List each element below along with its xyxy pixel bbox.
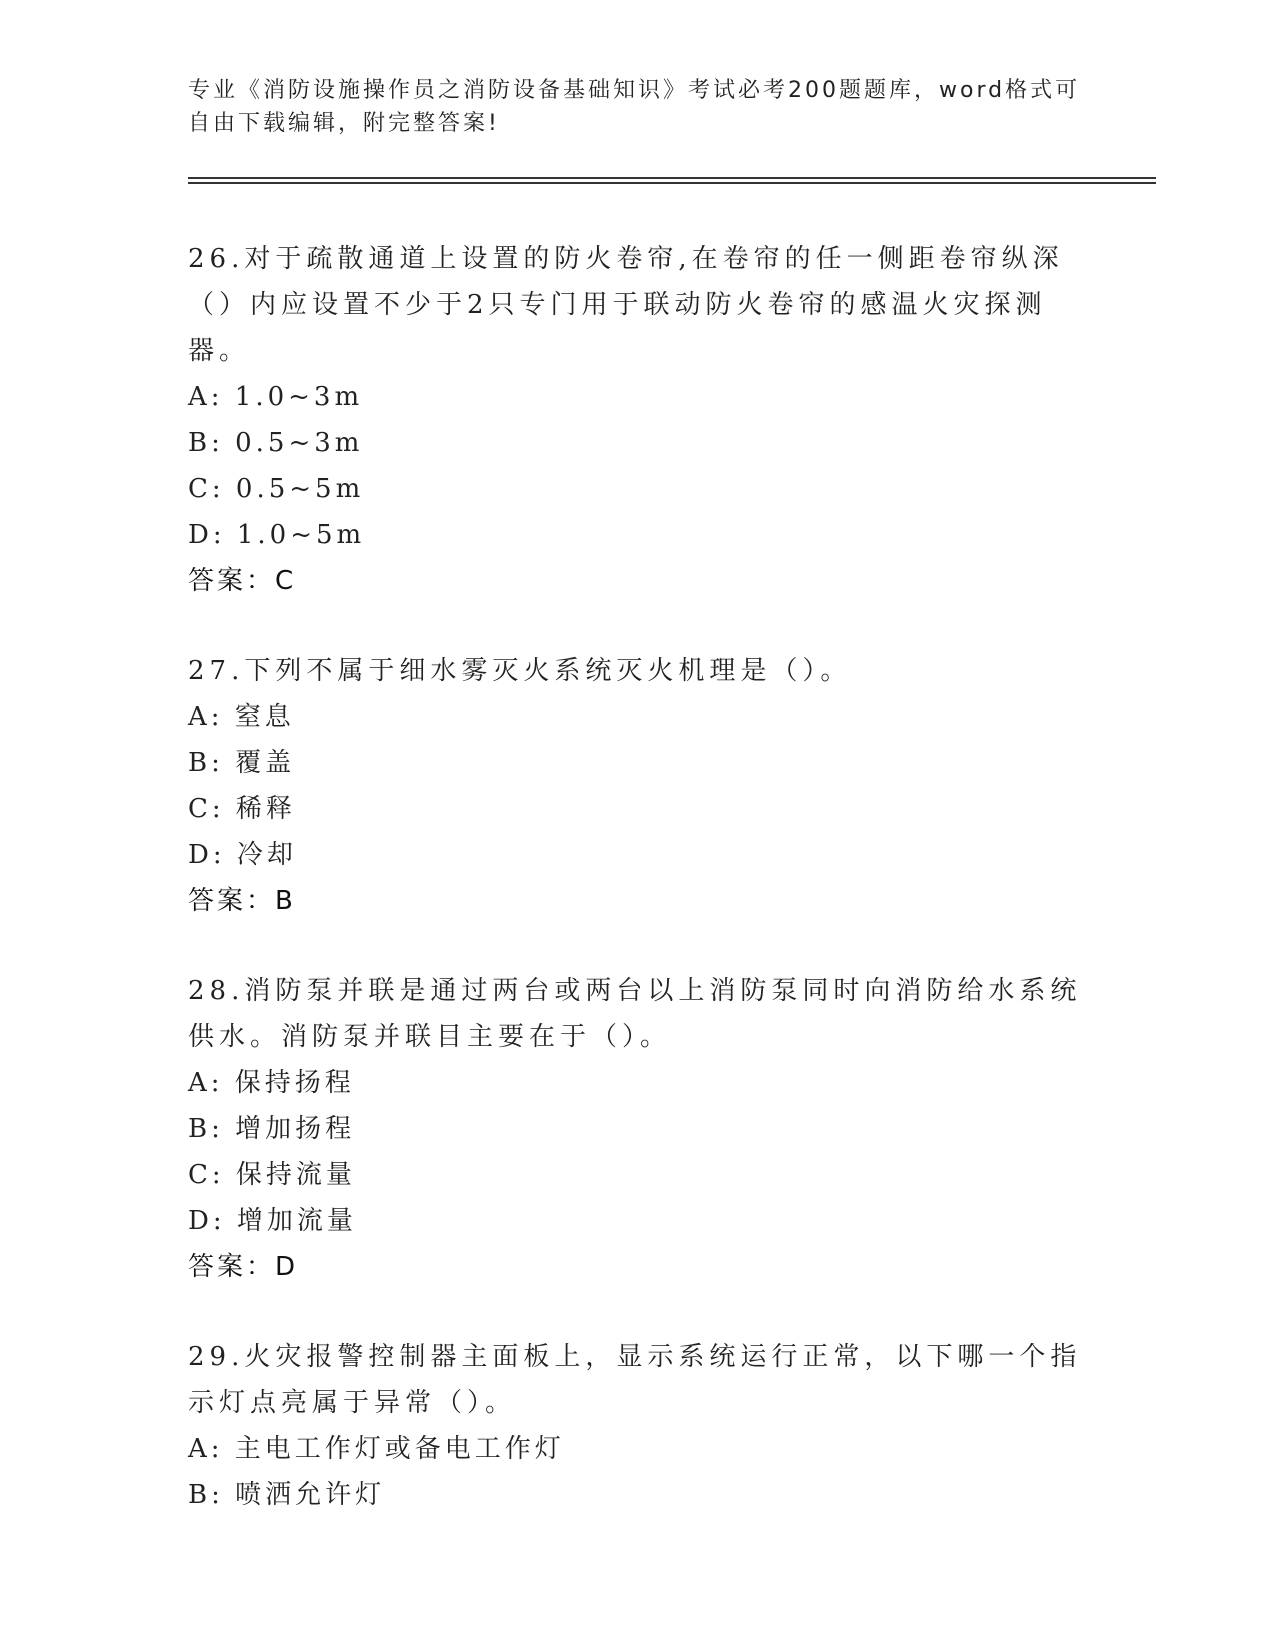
question-text (188, 648, 1088, 694)
option-separator: : (210, 1068, 224, 1098)
option-separator: : (210, 702, 224, 732)
question-number: 28. (188, 976, 245, 1006)
question-number: 27. (188, 656, 245, 686)
option-letter: B (188, 1114, 212, 1144)
question-stem: 火灾报警控制器主面板上，显示系统运行正常，以下哪一个指示灯点亮属于异常（）。 (188, 1342, 1082, 1418)
option-text: 1.0~5m (236, 520, 366, 550)
option-letter: D (188, 840, 213, 870)
answer-line: 答案：B (188, 886, 296, 916)
option-a (188, 694, 1088, 740)
answer-line: 答案：C (188, 566, 297, 596)
option-letter: C (188, 474, 212, 504)
option-letter: D (188, 520, 213, 550)
answer-line: 答案：D (188, 1252, 299, 1282)
question-stem: 消防泵并联是通过两台或两台以上消防泵同时向消防给水系统供水。消防泵并联目主要在于（）。 (188, 976, 1082, 1052)
option-separator: : (211, 428, 224, 458)
option-separator: : (212, 520, 226, 550)
option-separator: : (212, 1206, 226, 1236)
option-text: 1.0~3m (234, 382, 364, 412)
question-block (188, 1334, 1088, 1518)
option-d (188, 512, 1088, 558)
option-d (188, 1198, 1088, 1244)
question-list (188, 236, 1088, 1562)
question-number: 26. (188, 244, 245, 274)
option-b (188, 420, 1088, 466)
option-text: 喷洒允许灯 (235, 1480, 386, 1510)
option-b (188, 740, 1088, 786)
option-letter: C (188, 794, 212, 824)
question-text (188, 236, 1088, 374)
option-c (188, 1152, 1088, 1198)
option-separator: : (210, 1434, 224, 1464)
header-divider-bottom (188, 182, 1156, 184)
option-text: 保持流量 (235, 1160, 356, 1190)
option-text: 稀释 (235, 794, 296, 824)
option-letter: C (188, 1160, 212, 1190)
document-header: 专业《消防设施操作员之消防设备基础知识》考试必考200题题库，word格式可自由下载编辑，附完整答案! (188, 78, 1081, 136)
option-c (188, 466, 1088, 512)
option-text: 增加扬程 (235, 1114, 356, 1144)
option-text: 窒息 (234, 702, 295, 732)
option-separator: : (211, 748, 224, 778)
option-b (188, 1472, 1088, 1518)
option-letter: A (188, 1068, 211, 1098)
question-block (188, 236, 1088, 604)
option-text: 保持扬程 (234, 1068, 355, 1098)
option-separator: : (211, 1114, 224, 1144)
question-stem: 下列不属于细水雾灭火系统灭火机理是（）。 (244, 656, 852, 686)
header-divider-top (188, 177, 1156, 179)
option-separator: : (211, 474, 225, 504)
option-text: 主电工作灯或备电工作灯 (234, 1434, 565, 1464)
option-text: 0.5~5m (235, 474, 365, 504)
option-separator: : (211, 1480, 224, 1510)
option-letter: D (188, 1206, 213, 1236)
question-stem: 对于疏散通道上设置的防火卷帘,在卷帘的任一侧距卷帘纵深（）内应设置不少于2只专门用于联动防火卷帘的感温火灾探测器。 (188, 244, 1064, 366)
option-letter: B (188, 428, 212, 458)
option-c (188, 786, 1088, 832)
option-text: 0.5~3m (235, 428, 364, 458)
option-letter: B (188, 1480, 212, 1510)
option-text: 冷却 (236, 840, 297, 870)
option-b (188, 1106, 1088, 1152)
option-letter: A (188, 702, 211, 732)
question-block (188, 648, 1088, 924)
option-d (188, 832, 1088, 878)
question-text (188, 1334, 1088, 1426)
option-text: 覆盖 (235, 748, 296, 778)
option-text: 增加流量 (236, 1206, 357, 1236)
option-separator: : (212, 840, 226, 870)
option-letter: A (188, 382, 211, 412)
question-block (188, 968, 1088, 1290)
option-letter: B (188, 748, 212, 778)
option-letter: A (188, 1434, 211, 1464)
option-separator: : (211, 794, 225, 824)
question-number: 29. (188, 1342, 245, 1372)
option-a (188, 1426, 1088, 1472)
option-separator: : (211, 1160, 225, 1190)
option-a (188, 1060, 1088, 1106)
option-a (188, 374, 1088, 420)
option-separator: : (210, 382, 224, 412)
question-text (188, 968, 1088, 1060)
